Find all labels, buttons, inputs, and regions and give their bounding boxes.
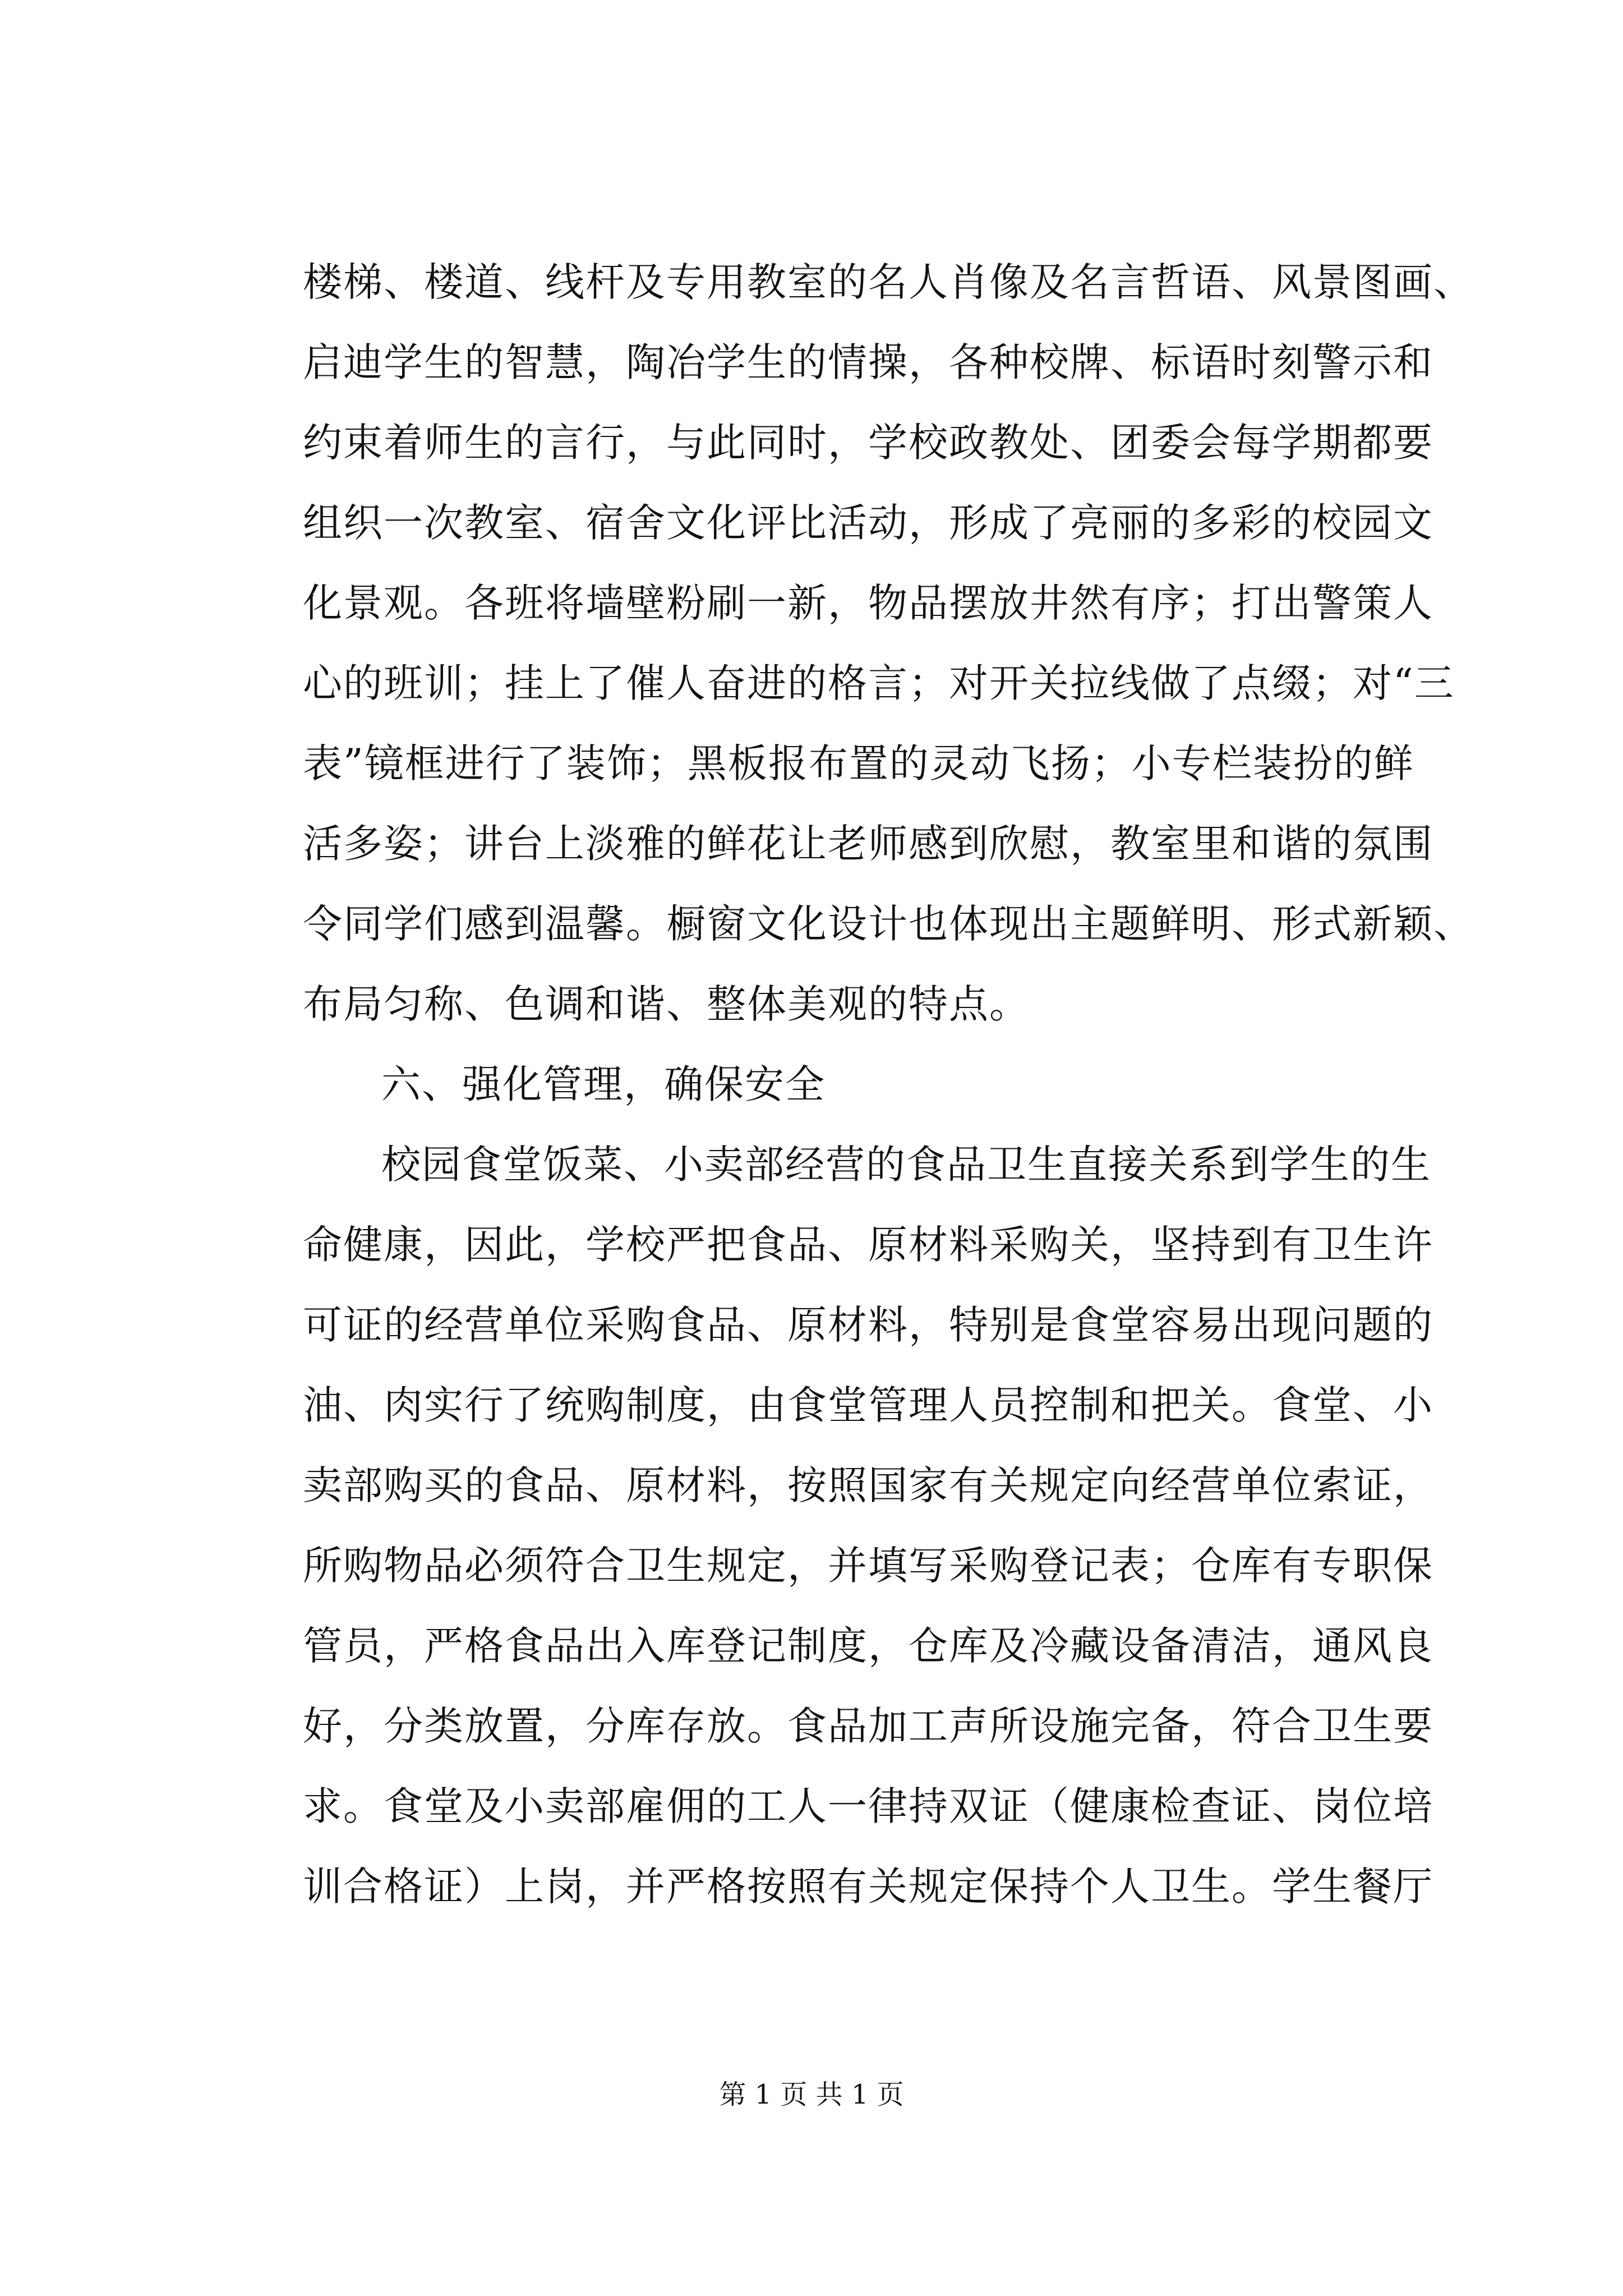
text-line: 训合格证）上岗，并严格按照有关规定保持个人卫生。学生餐厅: [303, 1864, 1433, 1910]
text-line: 化景观。各班将墙壁粉刷一新，物品摆放井然有序；打出警策人: [303, 580, 1433, 626]
text-line: 组织一次教室、宿舍文化评比活动，形成了亮丽的多彩的校园文: [303, 500, 1433, 546]
text-line: 心的班训；挂上了催人奋进的格言；对开关拉线做了点缀；对“三: [303, 660, 1455, 706]
text-line: 活多姿；讲台上淡雅的鲜花让老师感到欣慰，教室里和谐的氛围: [303, 821, 1433, 867]
text-line: 油、肉实行了统购制度，由食堂管理人员控制和把关。食堂、小: [303, 1382, 1433, 1428]
text-line: 布局匀称、色调和谐、整体美观的特点。: [303, 981, 1030, 1027]
text-line: 管员，严格食品出入库登记制度，仓库及冷藏设备清洁，通风良: [303, 1623, 1433, 1669]
text-line: 约束着师生的言行，与此同时，学校政教处、团委会每学期都要: [303, 420, 1433, 466]
text-line: 可证的经营单位采购食品、原材料，特别是食堂容易出现问题的: [303, 1302, 1433, 1348]
text-line: 好，分类放置，分库存放。食品加工声所设施完备，符合卫生要: [303, 1703, 1433, 1749]
body-text: [303, 242, 1474, 1927]
text-line: 表”镜框进行了装饰；黑板报布置的灵动飞扬；小专栏装扮的鲜: [303, 740, 1414, 786]
text-line: 启迪学生的智慧，陶冶学生的情操，各种校牌、标语时刻警示和: [303, 339, 1433, 385]
page-footer: 第 1 页 共 1 页: [719, 2079, 904, 2110]
paragraph-start: 校园食堂饭菜、小卖部经营的食品卫生直接关系到学生的生: [381, 1142, 1431, 1188]
text-line: 命健康，因此，学校严把食品、原材料采购关，坚持到有卫生许: [303, 1222, 1433, 1268]
text-line: 求。食堂及小卖部雇佣的工人一律持双证（健康检查证、岗位培: [303, 1783, 1433, 1829]
text-line: 楼梯、楼道、线杆及专用教室的名人肖像及名言哲语、风景图画、: [303, 259, 1474, 305]
text-line: 令同学们感到温馨。橱窗文化设计也体现出主题鲜明、形式新颖、: [303, 901, 1474, 947]
text-line: 所购物品必须符合卫生规定，并填写采购登记表；仓库有专职保: [303, 1543, 1433, 1589]
text-line: 卖部购买的食品、原材料，按照国家有关规定向经营单位索证，: [303, 1462, 1433, 1508]
section-heading: 六、强化管理，确保安全: [381, 1061, 826, 1107]
